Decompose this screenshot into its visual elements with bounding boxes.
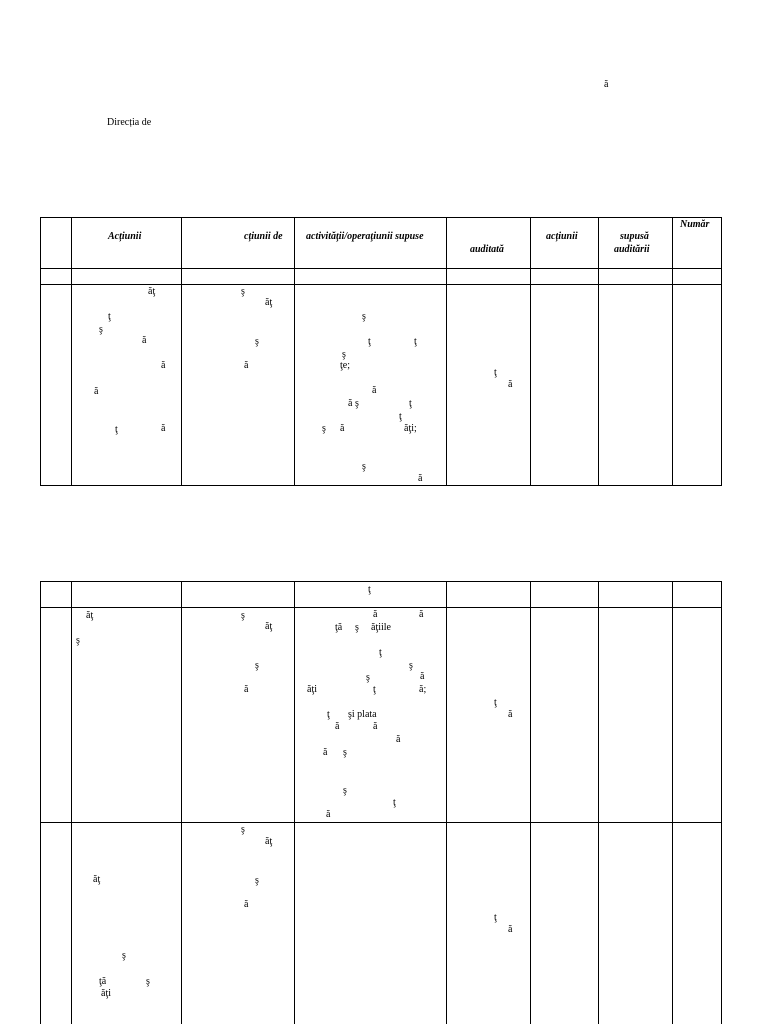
table1-header-activities: activităţii/operaţiunii supuse bbox=[306, 231, 424, 242]
table2-cell-text: ţ bbox=[494, 697, 497, 708]
table2-col-border bbox=[598, 581, 599, 1024]
table2-cell-text: ă; bbox=[419, 684, 427, 695]
table1-cell-text: ă bbox=[142, 335, 147, 346]
table2-cell-text: ă bbox=[244, 684, 249, 695]
table1-cell-text: ă bbox=[508, 379, 513, 390]
table2-col-border bbox=[71, 581, 72, 1024]
table1-top-border bbox=[40, 217, 722, 218]
table2-col-border bbox=[294, 581, 295, 1024]
table2-cell-text: ă bbox=[323, 747, 328, 758]
table1-cell-text: ăţi; bbox=[404, 423, 417, 434]
table2-cell-text: ăţiile bbox=[371, 622, 391, 633]
table1-cell-text: ţ bbox=[494, 367, 497, 378]
table2-cell-text: ş bbox=[76, 635, 80, 646]
table2-cell-text: ş bbox=[241, 610, 245, 621]
table1-subheader-divider bbox=[40, 284, 722, 285]
table1-cell-text: ţ bbox=[368, 336, 371, 347]
table1-cell-text: ş bbox=[99, 324, 103, 335]
table1-cell-text: ă bbox=[161, 423, 166, 434]
table1-col-border bbox=[181, 217, 182, 486]
table1-col-border bbox=[598, 217, 599, 486]
table1-col-border bbox=[446, 217, 447, 486]
table2-cell-text: ş bbox=[343, 785, 347, 796]
table1-cell-text: ţ bbox=[108, 311, 111, 322]
table2-cell-text: ă bbox=[373, 721, 378, 732]
table2-cell-text: ăţ bbox=[265, 621, 273, 632]
table1-cell-text: ţe; bbox=[340, 360, 350, 371]
table1-cell-text: ă bbox=[372, 385, 377, 396]
table1-cell-text: ă bbox=[94, 386, 99, 397]
table1-cell-text: ă ş bbox=[348, 398, 359, 409]
table1-header-number: Număr bbox=[680, 219, 710, 230]
table1-cell-text: ă bbox=[244, 360, 249, 371]
table2-col-border bbox=[530, 581, 531, 1024]
table2-col-border bbox=[446, 581, 447, 1024]
table1-cell-text: ţ bbox=[115, 424, 118, 435]
table2-row-divider bbox=[40, 822, 722, 823]
table2-cell-text: ş bbox=[122, 950, 126, 961]
table2-cell-text: ş bbox=[409, 660, 413, 671]
table1-header-audited: auditată bbox=[470, 244, 504, 255]
table2-cell-text: ţă bbox=[335, 622, 343, 633]
table2-cell-text: ă bbox=[508, 924, 513, 935]
table1-header-subject: supusă bbox=[620, 231, 649, 242]
table2-col-border bbox=[40, 581, 41, 1024]
table2-col-border bbox=[181, 581, 182, 1024]
table2-cell-text: ş bbox=[366, 672, 370, 683]
table1-cell-text: ş bbox=[255, 336, 259, 347]
table1-cell-text: ă bbox=[161, 360, 166, 371]
table1-col-border bbox=[40, 217, 41, 486]
table2-cell-text: ţ bbox=[327, 709, 330, 720]
table1-cell-text: ă bbox=[340, 423, 345, 434]
table1-header-action-types: cțiunii de bbox=[244, 231, 283, 242]
table1-cell-text: ăţ bbox=[148, 286, 156, 297]
table2-header-text: ţ bbox=[368, 584, 371, 595]
table2-cell-text: ăţ bbox=[265, 836, 273, 847]
table2-cell-text: ţă bbox=[99, 976, 107, 987]
table1-cell-text: ş bbox=[342, 349, 346, 360]
table2-cell-text: ă bbox=[335, 721, 340, 732]
table1-cell-text: ţ bbox=[399, 411, 402, 422]
table2-cell-text: ăţi bbox=[101, 988, 111, 999]
table2-cell-text: ă bbox=[244, 899, 249, 910]
table1-col-border bbox=[71, 217, 72, 486]
table2-cell-text: ăţ bbox=[86, 610, 94, 621]
table1-header-subject2: auditării bbox=[614, 244, 650, 255]
table1-header-actions2: acțiunii bbox=[546, 231, 578, 242]
table1-col-border bbox=[721, 217, 722, 486]
table2-cell-text: ş bbox=[146, 976, 150, 987]
table1-cell-text: ş bbox=[322, 423, 326, 434]
table2-header-divider bbox=[40, 607, 722, 608]
table1-cell-text: ă bbox=[418, 473, 423, 484]
table2-col-border bbox=[672, 581, 673, 1024]
table2-cell-text: ş bbox=[343, 747, 347, 758]
table2-cell-text: ţ bbox=[373, 684, 376, 695]
table1-bottom-border bbox=[40, 485, 722, 486]
table2-cell-text: ş bbox=[355, 622, 359, 633]
table1-col-border bbox=[294, 217, 295, 486]
table2-cell-text: ă bbox=[419, 609, 424, 620]
table2-col-border bbox=[721, 581, 722, 1024]
table2-cell-text: ăţ bbox=[93, 874, 101, 885]
header-fragment: ă bbox=[604, 79, 609, 90]
table1-cell-text: ş bbox=[362, 311, 366, 322]
table2-cell-text: ă bbox=[420, 671, 425, 682]
table2-cell-text: ă bbox=[396, 734, 401, 745]
table1-cell-text: ţ bbox=[414, 336, 417, 347]
table2-cell-text: ş bbox=[241, 824, 245, 835]
table2-cell-text: ă bbox=[373, 609, 378, 620]
table2-cell-text: şi plata bbox=[348, 709, 377, 720]
table1-cell-text: ş bbox=[241, 286, 245, 297]
table2-cell-text: ă bbox=[326, 809, 331, 820]
table1-col-border bbox=[530, 217, 531, 486]
table1-header-divider bbox=[40, 268, 722, 269]
table2-cell-text: ş bbox=[255, 660, 259, 671]
table2-cell-text: ş bbox=[255, 875, 259, 886]
table1-cell-text: ţ bbox=[409, 398, 412, 409]
table2-cell-text: ţ bbox=[379, 647, 382, 658]
table2-cell-text: ţ bbox=[494, 912, 497, 923]
table2-cell-text: ţ bbox=[393, 797, 396, 808]
table1-cell-text: ş bbox=[362, 461, 366, 472]
table1-col-border bbox=[672, 217, 673, 486]
table2-cell-text: ă bbox=[508, 709, 513, 720]
direction-label: Direcția de bbox=[107, 117, 152, 128]
table1-header-actions: Acțiunii bbox=[108, 231, 142, 242]
table2-cell-text: ăţi bbox=[307, 684, 317, 695]
table1-cell-text: ăţ bbox=[265, 297, 273, 308]
table2-top-border bbox=[40, 581, 722, 582]
